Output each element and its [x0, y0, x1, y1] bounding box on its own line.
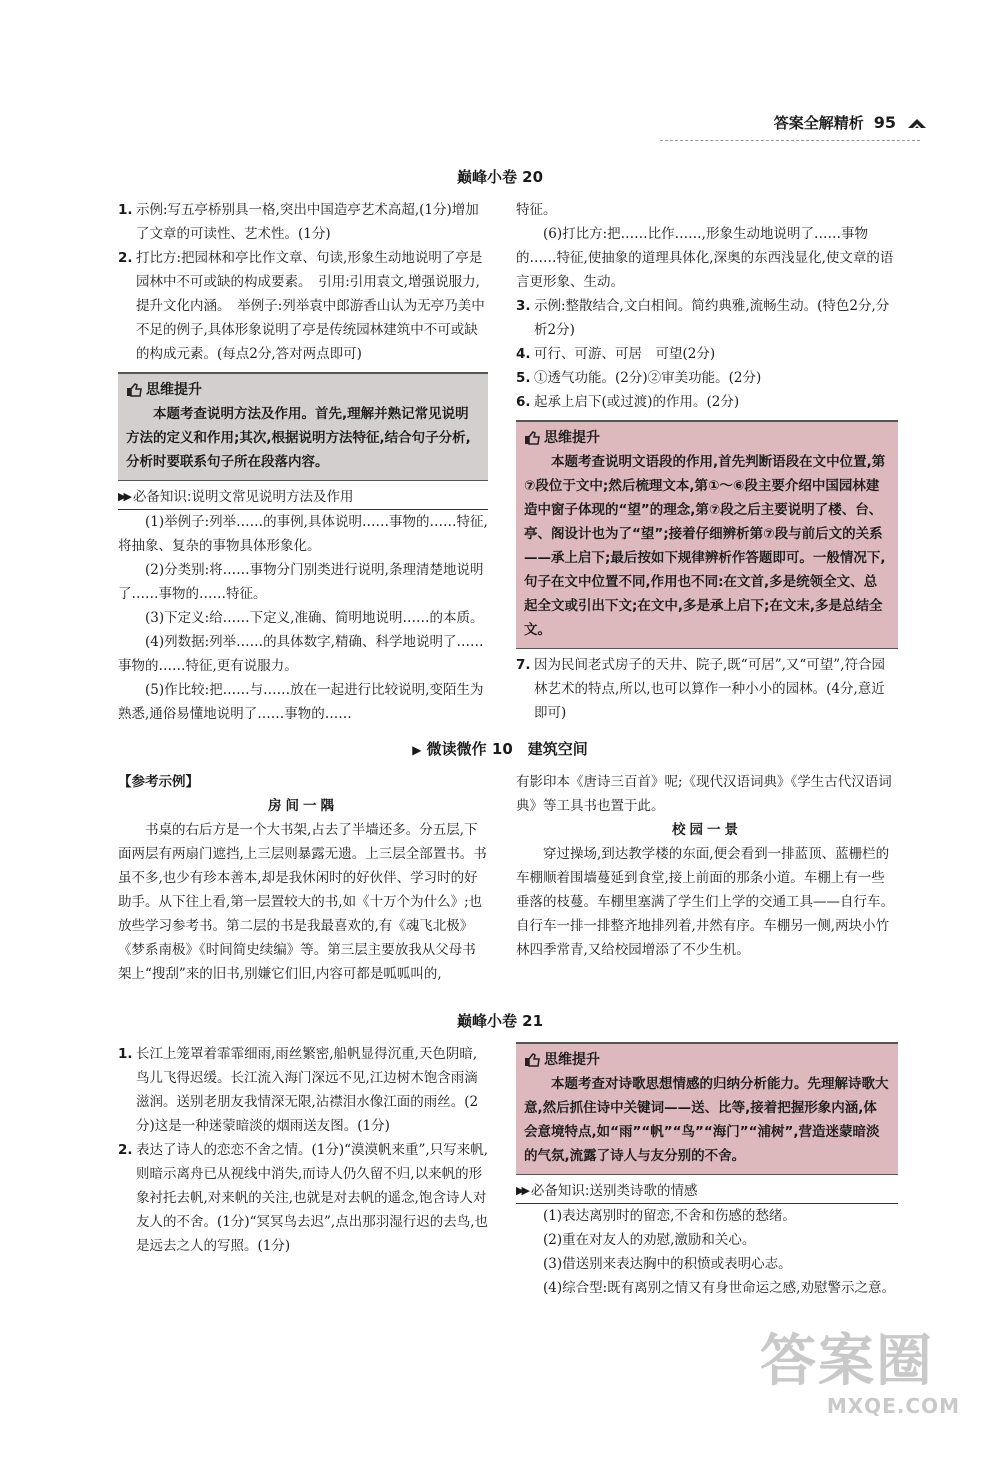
s21-q2-number: 2.	[118, 1142, 133, 1158]
s20-q6-text: 起承上启下(或过渡)的作用。(2分)	[534, 394, 740, 410]
s20-knowledge-5: (5)作比较:把……与……放在一起进行比较说明,变陌生为熟悉,通俗易懂地说明了……事物的……	[118, 682, 484, 722]
s20-thinking-title	[126, 378, 480, 402]
s20-thinking-title-text: 思维提升	[146, 382, 202, 398]
s20-knowledge-heading-text: 必备知识:说明文常见说明方法及作用	[132, 489, 354, 505]
s21-q1-number: 1.	[118, 1046, 133, 1062]
s20-right-thinking-title	[524, 426, 890, 450]
watermark-text: 答案圈	[760, 1329, 934, 1394]
s20-q1	[118, 198, 488, 246]
s20-q4-number: 4.	[516, 346, 531, 362]
s20-q4	[516, 342, 898, 366]
essay-room-paragraph-cont: 有影印本《唐诗三百首》呢;《现代汉语词典》《学生古代汉语词典》等工具书也置于此。	[516, 774, 892, 814]
watermark-logo	[760, 1330, 960, 1440]
section-title-20: 巅峰小卷 20	[456, 168, 544, 186]
s20-q6-number: 6.	[516, 394, 531, 410]
s20-q5-text: ①透气功能。(2分)②审美功能。(2分)	[534, 370, 762, 386]
s21-knowledge-3: (3)借送别来表达胸中的积愤或表明心志。	[543, 1256, 792, 1272]
bulb-hand-icon	[524, 431, 540, 445]
s20-q1-number: 1.	[118, 202, 133, 218]
reference-example-tag: 【参考示例】	[118, 774, 199, 790]
micro-reading-title-text: 微读微作 10 建筑空间	[426, 740, 588, 758]
s20-left-column	[118, 198, 488, 726]
header-title: 答案全解精析	[773, 114, 864, 132]
s20-q2-text: 打比方:把园林和亭比作文章、句读,形象生动地说明了亭是园林中不可或缺的构成要素。 引用:引用袁文,增强说服力,提升文化内涵。 举例子:列举袁中郎游香山认为无亭乃美中不足的例子,具体形象说明了亭是传统园林建筑中不可或缺的构成元素。(每点2分,答对两点即可)	[136, 250, 485, 362]
essay-title-room: 房间一隅	[268, 798, 338, 814]
s20-q7-text: 因为民间老式房子的天井、院子,既“可居”,又“可望”,符合园林艺术的特点,所以,也可以算作一种小小的园林。(4分,意近即可)	[534, 657, 885, 721]
s21-knowledge-heading	[516, 1179, 898, 1204]
essay-left-column	[118, 770, 488, 986]
s20-right-thinking-box	[516, 420, 898, 649]
s21-right-column	[516, 1036, 898, 1300]
s21-thinking-body: 本题考查对诗歌思想情感的归纳分析能力。先理解诗歌大意,然后抓住诗中关键词——送、比等,接着把握形象内涵,体会意境特点,如“雨”“帆”“鸟”“海门”“浦树”,营造迷蒙暗淡的气氛,流露了诗人与友分别的不舍。	[524, 1076, 889, 1164]
s21-left-column	[118, 1042, 488, 1258]
s21-q1-text: 长江上笼罩着霏霏细雨,雨丝繁密,船帆显得沉重,天色阴暗,鸟儿飞得迟缓。长江流入海门深远不见,江边树木饱含雨滴滋润。送别老朋友我情深无限,沾襟泪水像江面的雨丝。(2分)这是一种迷蒙暗淡的烟雨送友图。(1分)	[136, 1046, 479, 1134]
s20-knowledge-heading	[118, 485, 488, 510]
essay-right-column	[516, 770, 898, 962]
s21-thinking-title-text: 思维提升	[544, 1052, 600, 1068]
s20-q3-number: 3.	[516, 298, 531, 314]
s20-q7-number: 7.	[516, 657, 531, 673]
book-logo-icon	[906, 115, 928, 131]
s21-thinking-title	[524, 1048, 890, 1072]
s20-q2	[118, 246, 488, 366]
s20-q7	[516, 653, 898, 725]
s20-q2-number: 2.	[118, 250, 133, 266]
triangle-icon: ▶	[412, 743, 422, 757]
s21-knowledge-1: (1)表达离别时的留恋,不舍和伤感的愁绪。	[543, 1208, 796, 1224]
s20-q5	[516, 366, 898, 390]
header-rule	[660, 140, 920, 141]
s20-knowledge-4: (4)列数据:列举……的具体数字,精确、科学地说明了……事物的……特征,更有说服力。	[118, 634, 484, 674]
s21-knowledge-2: (2)重在对友人的劝慰,激励和关心。	[543, 1232, 756, 1248]
s21-q2-text: 表达了诗人的恋恋不舍之情。(1分)“漠漠帆来重”,只写来帆,则暗示离舟已从视线中消失,而诗人仍久留不归,以来帆的形象衬托去帆,对来帆的关注,也就是对去帆的遥念,饱含诗人对友人的不舍。(1分)“冥冥鸟去迟”,点出那羽湿行迟的去鸟,也是远去之人的写照。(1分)	[136, 1142, 489, 1254]
s20-knowledge-2: (2)分类别:将……事物分门别类进行说明,条理清楚地说明了……事物的……特征。	[118, 562, 484, 602]
double-arrow-icon: ▶▶	[516, 1184, 527, 1197]
s21-knowledge-heading-text: 必备知识:送别类诗歌的情感	[530, 1183, 698, 1199]
s20-q5-number: 5.	[516, 370, 531, 386]
watermark-url: MXQE.COM	[826, 1394, 960, 1418]
s21-q2	[118, 1138, 488, 1258]
s20-q6	[516, 390, 898, 414]
s20-right-thinking-title-text: 思维提升	[544, 430, 600, 446]
essay-title-campus: 校园一景	[672, 822, 742, 838]
s20-thinking-body: 本题考查说明方法及作用。首先,理解并熟记常见说明方法的定义和作用;其次,根据说明方法特征,结合句子分析,分析时要联系句子所在段落内容。	[126, 406, 471, 470]
s20-knowledge-6: (6)打比方:把……比作……,形象生动地说明了……事物的……特征,使抽象的道理具体化,深奥的东西浅显化,使文章的语言更形象、生动。	[516, 226, 894, 290]
section-title-21: 巅峰小卷 21	[456, 1012, 544, 1030]
s20-right-column	[516, 198, 898, 725]
s20-right-thinking-body: 本题考查说明文语段的作用,首先判断语段在文中位置,第⑦段位于文中;然后梳理文本,第①～⑥段主要介绍中国园林建造中窗子体现的“望”的理念,第⑦段之后主要说明了楼、台、亭、阁设计也为了“望”;接着仔细辨析第⑦段与前后文的关系——承上启下;最后按如下规律辨析作答题即可。一般情况下,句子在文中位置不同,作用也不同:在文首,多是统领全文、总起全文或引出下文;在文中,多是承上启下;在文末,多是总结全文。	[524, 454, 886, 638]
s20-q1-text: 示例:写五亭桥别具一格,突出中国造亭艺术高超,(1分)增加了文章的可读性、艺术性。(1分)	[136, 202, 479, 242]
essay-room-paragraph: 书桌的右后方是一个大书架,占去了半墙还多。分五层,下面两层有两扇门遮挡,上三层则暴露无遗。上三层全部置书。书虽不多,也少有珍本善本,却是我休闲时的好伙伴、学习时的好助手。从下往上看,第一层置较大的书,如《十万个为什么》;也放些学习参考书。第二层的书是我最喜欢的,有《魂飞北极》《梦系南极》《时间简史续编》等。第三层主要放我从父母书架上“搜刮”来的旧书,别嫌它们旧,内容可都是呱呱叫的,	[118, 822, 487, 982]
s20-knowledge-3: (3)下定义:给……下定义,准确、简明地说明……的本质。	[145, 610, 484, 626]
essay-campus-paragraph: 穿过操场,到达教学楼的东面,便会看到一排蓝顶、蓝栅栏的车棚顺着围墙蔓延到食堂,接上前面的那条小道。车棚上有一些垂落的枝蔓。车棚里塞满了学生们上学的交通工具——自行车。自行车一排一排整齐地排列着,井然有序。车棚另一侧,两块小竹林四季常青,又给校园增添了不少生机。	[516, 846, 894, 958]
bulb-hand-icon	[524, 1053, 540, 1067]
s20-thinking-box	[118, 372, 488, 481]
page-number: 95	[873, 113, 896, 132]
s20-continuation: 特征。	[516, 202, 557, 218]
s20-q3	[516, 294, 898, 342]
bulb-hand-icon	[126, 383, 142, 397]
s21-thinking-box	[516, 1042, 898, 1175]
micro-reading-title	[0, 738, 1000, 759]
page-header	[774, 112, 928, 133]
s21-q1	[118, 1042, 488, 1138]
s20-q3-text: 示例:整散结合,文白相间。简约典雅,流畅生动。(特色2分,分析2分)	[534, 298, 890, 338]
s20-knowledge-1: (1)举例子:列举……的事例,具体说明……事物的……特征,将抽象、复杂的事物具体形象化。	[118, 514, 488, 554]
s20-q4-text: 可行、可游、可居 可望(2分)	[534, 346, 716, 362]
double-arrow-icon: ▶▶	[118, 490, 129, 503]
s21-knowledge-4: (4)综合型:既有离别之情又有身世命运之感,劝慰警示之意。	[543, 1280, 895, 1296]
